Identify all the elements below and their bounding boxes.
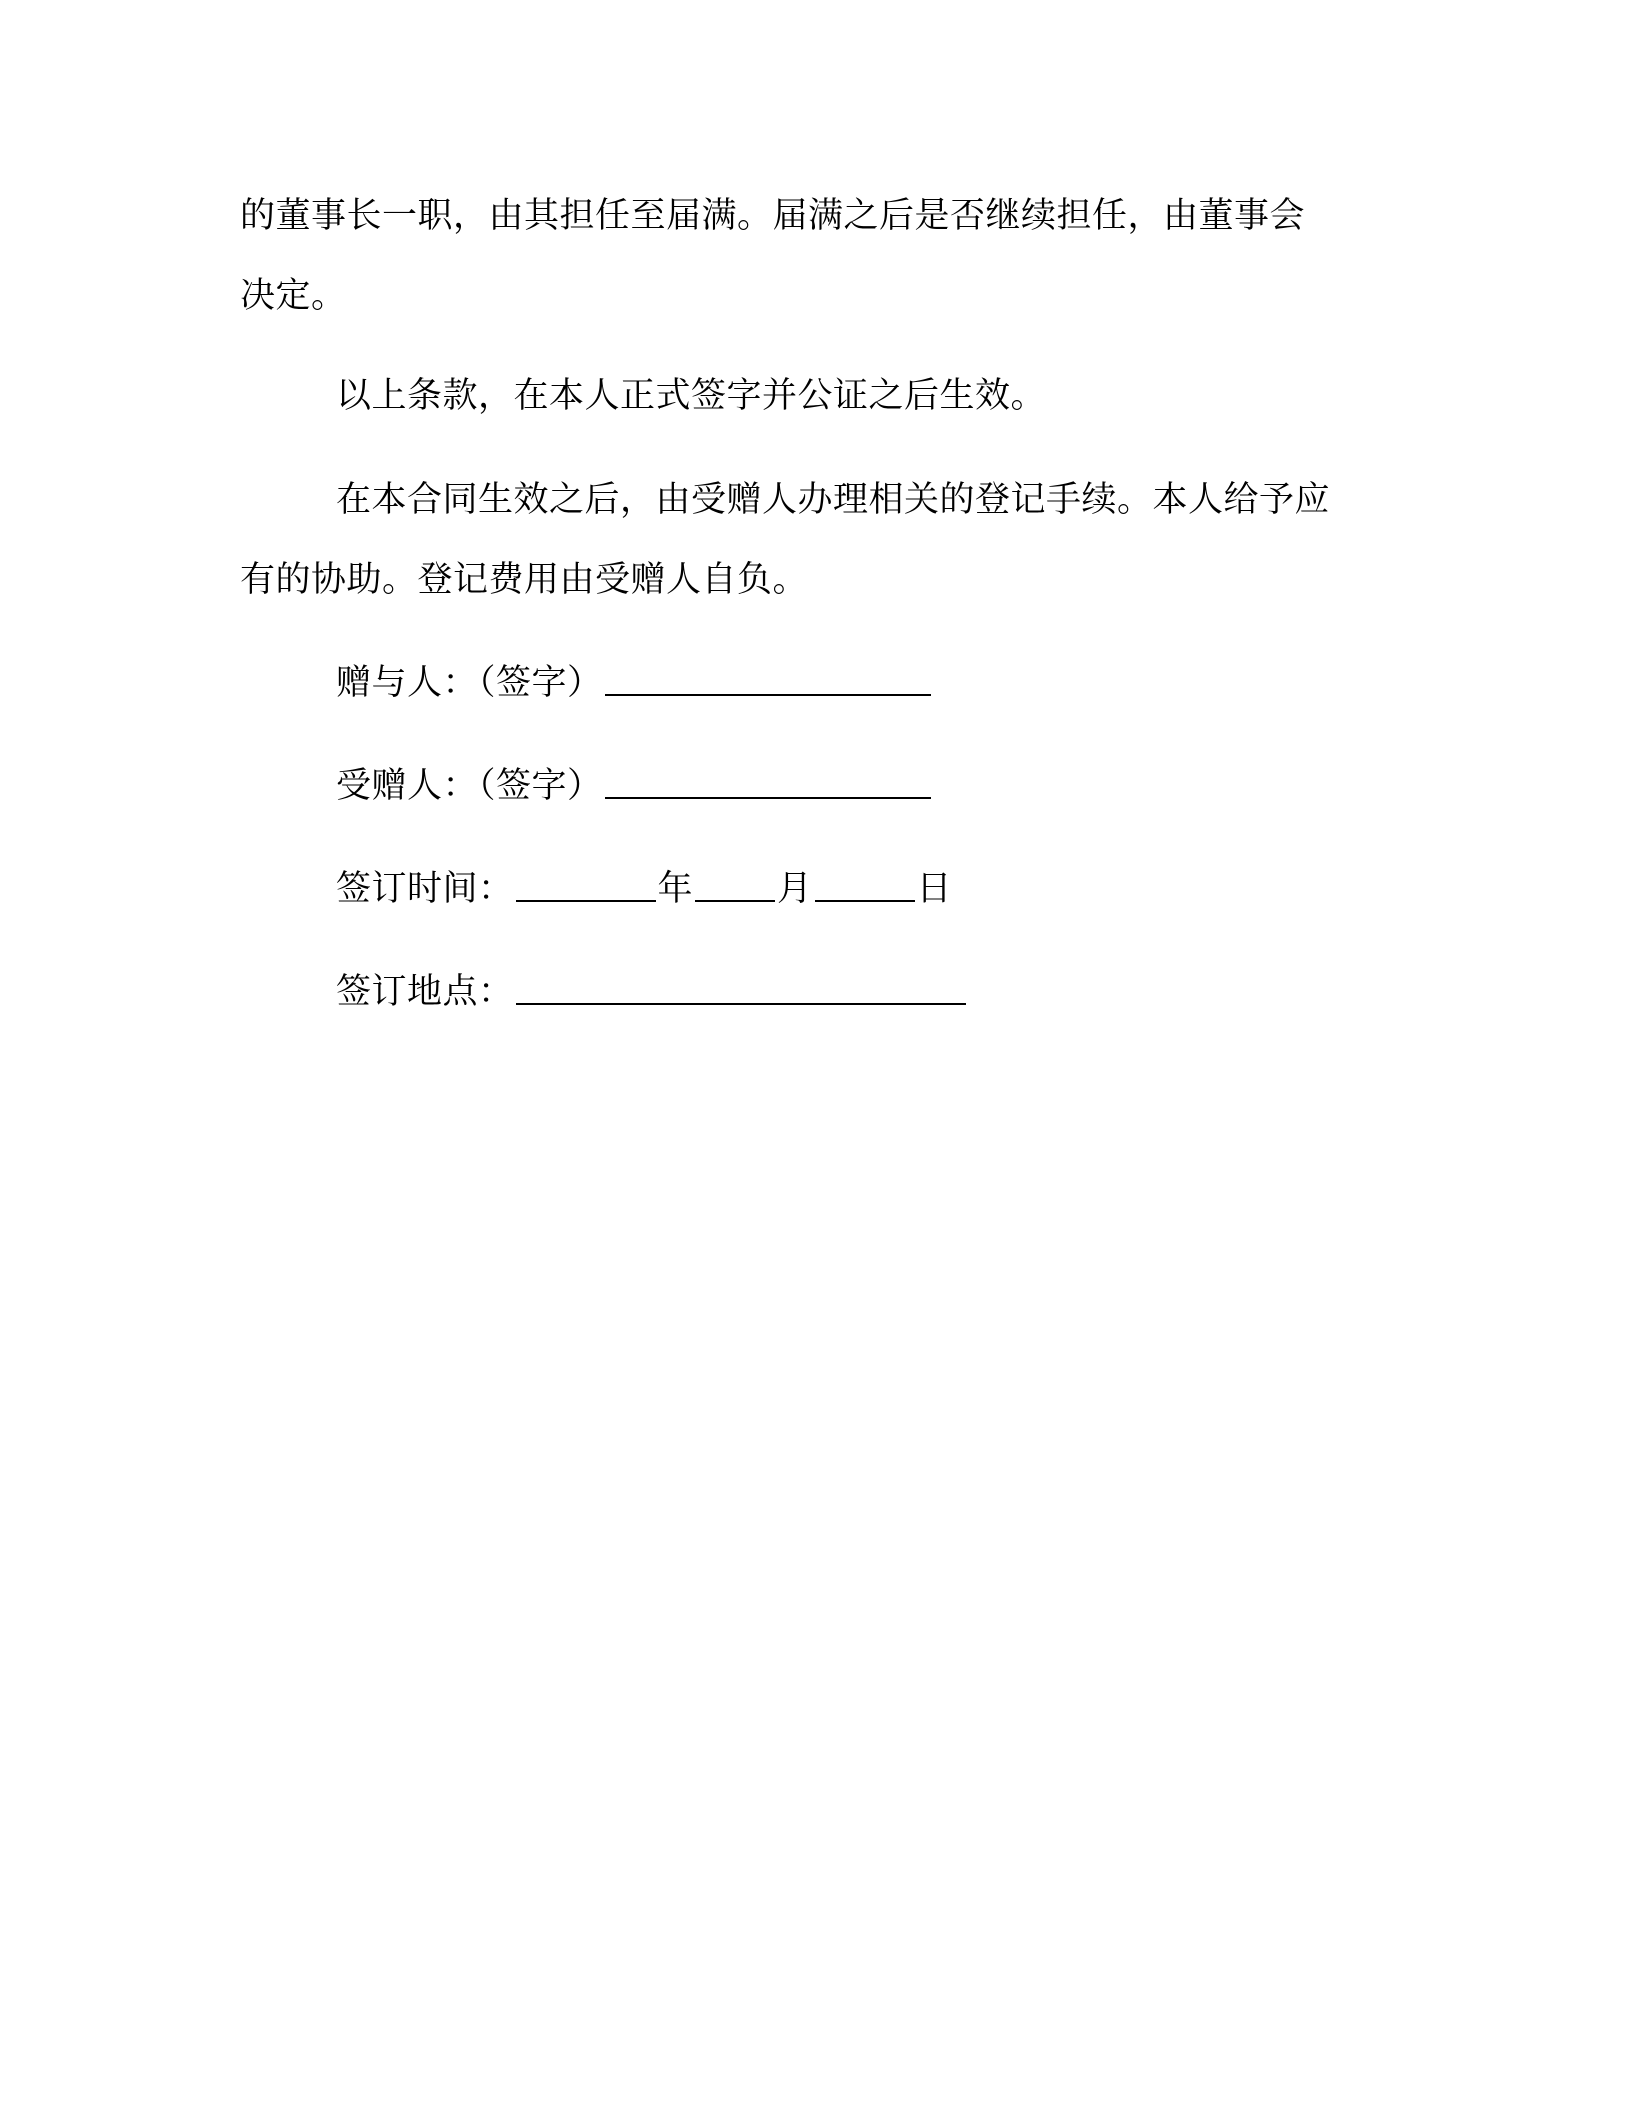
day-label: 日 — [916, 869, 953, 909]
signing-date-line — [240, 849, 1390, 929]
donee-label: 受赠人：（签字） — [336, 766, 603, 806]
donor-label: 赠与人：（签字） — [336, 663, 603, 703]
signing-place-line — [240, 952, 1390, 1032]
donee-signature-line — [240, 746, 1390, 826]
year-label: 年 — [657, 869, 694, 909]
place-blank[interactable] — [516, 973, 966, 1005]
paragraph-registration-clause — [240, 460, 1390, 620]
paragraph-effective-clause — [240, 356, 1390, 436]
month-blank[interactable] — [695, 870, 775, 902]
paragraph-line: 决定。 — [240, 276, 347, 316]
signature-row — [240, 952, 1390, 1032]
day-blank[interactable] — [815, 870, 915, 902]
donor-signature-line — [240, 643, 1390, 723]
signature-row — [240, 643, 1390, 723]
date-label: 签订时间： — [336, 869, 514, 909]
year-blank[interactable] — [516, 870, 656, 902]
month-label: 月 — [777, 869, 813, 909]
paragraph-line: 的董事长一职，由其担任至届满。届满之后是否继续担任，由董事会 — [240, 196, 1306, 236]
signature-row — [240, 849, 1390, 929]
paragraph-continuation — [240, 176, 1390, 336]
donor-signature-blank[interactable] — [605, 664, 931, 696]
signature-row — [240, 746, 1390, 826]
paragraph-line: 在本合同生效之后，由受赠人办理相关的登记手续。本人给予应 — [336, 480, 1331, 520]
place-label: 签订地点： — [336, 972, 514, 1012]
paragraph-line: 有的协助。登记费用由受赠人自负。 — [240, 560, 809, 600]
donee-signature-blank[interactable] — [605, 767, 931, 799]
paragraph-line: 以上条款，在本人正式签字并公证之后生效。 — [336, 376, 1047, 416]
